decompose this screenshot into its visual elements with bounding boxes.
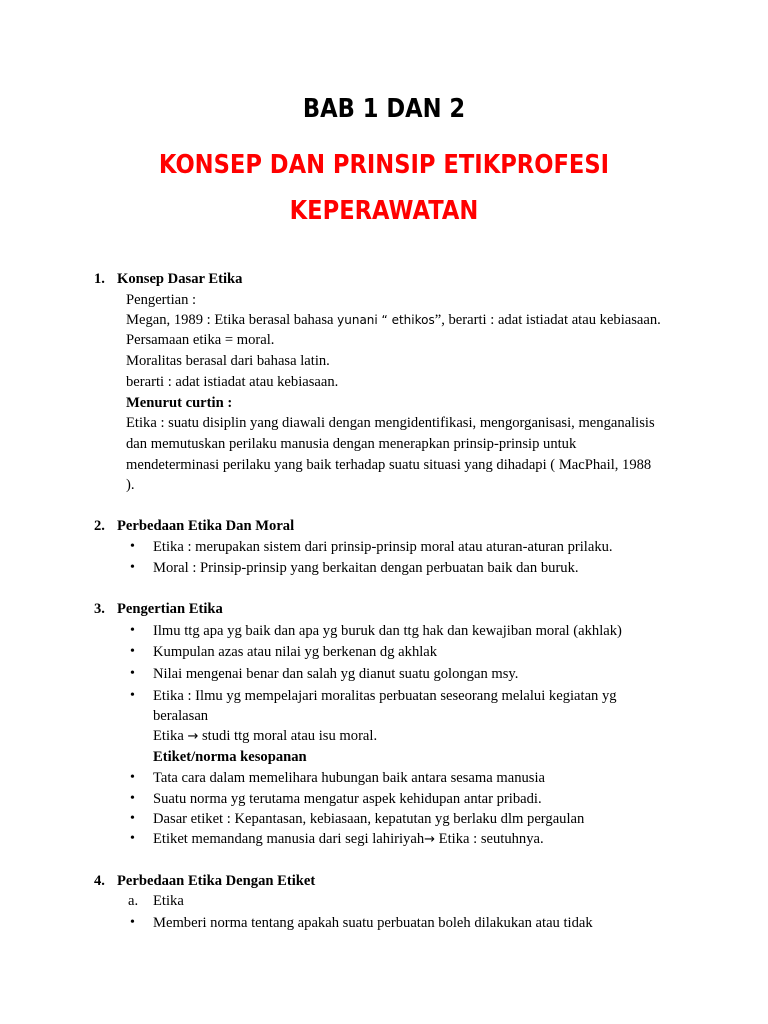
etiket-heading: Etiket/norma kesopanan: [153, 749, 307, 765]
persamaan-line: Persamaan etika = moral.: [126, 332, 275, 348]
bullet-icon: •: [130, 811, 135, 826]
arrow-right-icon: →: [187, 729, 199, 744]
subtitle-line-1: KONSEP DAN PRINSIP ETIKPROFESI: [158, 150, 610, 180]
curtin-line-1: Etika : suatu disiplin yang diawali dengan mengidentifikasi, mengorganisasi, menganalisis: [126, 415, 655, 431]
list-item: Moral : Prinsip-prinsip yang berkaitan dengan perbuatan baik dan buruk.: [153, 560, 579, 576]
arrow-right-icon: →: [424, 832, 436, 847]
curtin-line-4: ).: [126, 477, 135, 493]
list-item: Etika : merupakan sistem dari prinsip-prinsip moral atau aturan-aturan prilaku.: [153, 539, 613, 555]
moralitas-line: Moralitas berasal dari bahasa latin.: [126, 353, 330, 369]
ethikos-term: yunani “ ethikos: [337, 313, 435, 327]
bullet-icon: •: [130, 831, 135, 846]
bullet-icon: •: [130, 666, 135, 681]
pengertian-label: Pengertian :: [126, 292, 197, 308]
curtin-line-3: mendeterminasi perilaku yang baik terhadap suatu situasi yang dihadapi ( MacPhail, 1988: [126, 457, 652, 473]
bullet-icon: •: [130, 915, 135, 930]
section-4-heading: Perbedaan Etika Dengan Etiket: [117, 873, 316, 889]
list-item: Etiket memandang manusia dari segi lahiriyah→ Etika : seutuhnya.: [153, 831, 544, 847]
list-item-continuation: beralasan: [153, 708, 209, 724]
bullet-icon: •: [130, 644, 135, 659]
list-item: Nilai mengenai benar dan salah yg dianut suatu golongan msy.: [153, 666, 519, 682]
bullet-icon: •: [130, 623, 135, 638]
list-item: Memberi norma tentang apakah suatu perbuatan boleh dilakukan atau tidak: [153, 915, 593, 931]
list-item: Dasar etiket : Kepantasan, kebiasaan, kepatutan yg berlaku dlm pergaulan: [153, 811, 585, 827]
etika-arrow-line: Etika → studi ttg moral atau isu moral.: [153, 728, 378, 744]
bullet-icon: •: [130, 770, 135, 785]
curtin-line-2: dan memutuskan perilaku manusia dengan menerapkan prinsip-prinsip untuk: [126, 436, 577, 452]
subtitle-line-2: KEPERAWATAN: [289, 196, 479, 226]
menurut-curtin-heading: Menurut curtin :: [126, 395, 233, 411]
list-item: Etika : Ilmu yg mempelajari moralitas perbuatan seseorang melalui kegiatan yg: [153, 688, 617, 704]
bullet-icon: •: [130, 791, 135, 806]
list-item: Ilmu ttg apa yg baik dan apa yg buruk dan ttg hak dan kewajiban moral (akhlak): [153, 623, 622, 639]
sub-list-label: Etika: [153, 893, 184, 909]
section-1-number: 1.: [94, 271, 105, 287]
bullet-icon: •: [130, 560, 135, 575]
bullet-icon: •: [130, 539, 135, 554]
section-3-number: 3.: [94, 601, 105, 617]
section-4-number: 4.: [94, 873, 105, 889]
section-2-number: 2.: [94, 518, 105, 534]
bullet-icon: •: [130, 688, 135, 703]
sub-list-marker: a.: [128, 893, 139, 909]
section-3-heading: Pengertian Etika: [117, 601, 223, 617]
section-2-heading: Perbedaan Etika Dan Moral: [117, 518, 295, 534]
list-item: Kumpulan azas atau nilai yg berkenan dg akhlak: [153, 644, 438, 660]
megan-definition: Megan, 1989 : Etika berasal bahasa yunani “ ethikos”, berarti : adat istiadat atau kebiasaan.: [126, 312, 661, 328]
berarti-line: berarti : adat istiadat atau kebiasaan.: [126, 374, 339, 390]
page-title: BAB 1 DAN 2: [302, 94, 466, 124]
list-item: Tata cara dalam memelihara hubungan baik antara sesama manusia: [153, 770, 546, 786]
section-1-heading: Konsep Dasar Etika: [117, 271, 243, 287]
list-item: Suatu norma yg terutama mengatur aspek kehidupan antar pribadi.: [153, 791, 542, 807]
